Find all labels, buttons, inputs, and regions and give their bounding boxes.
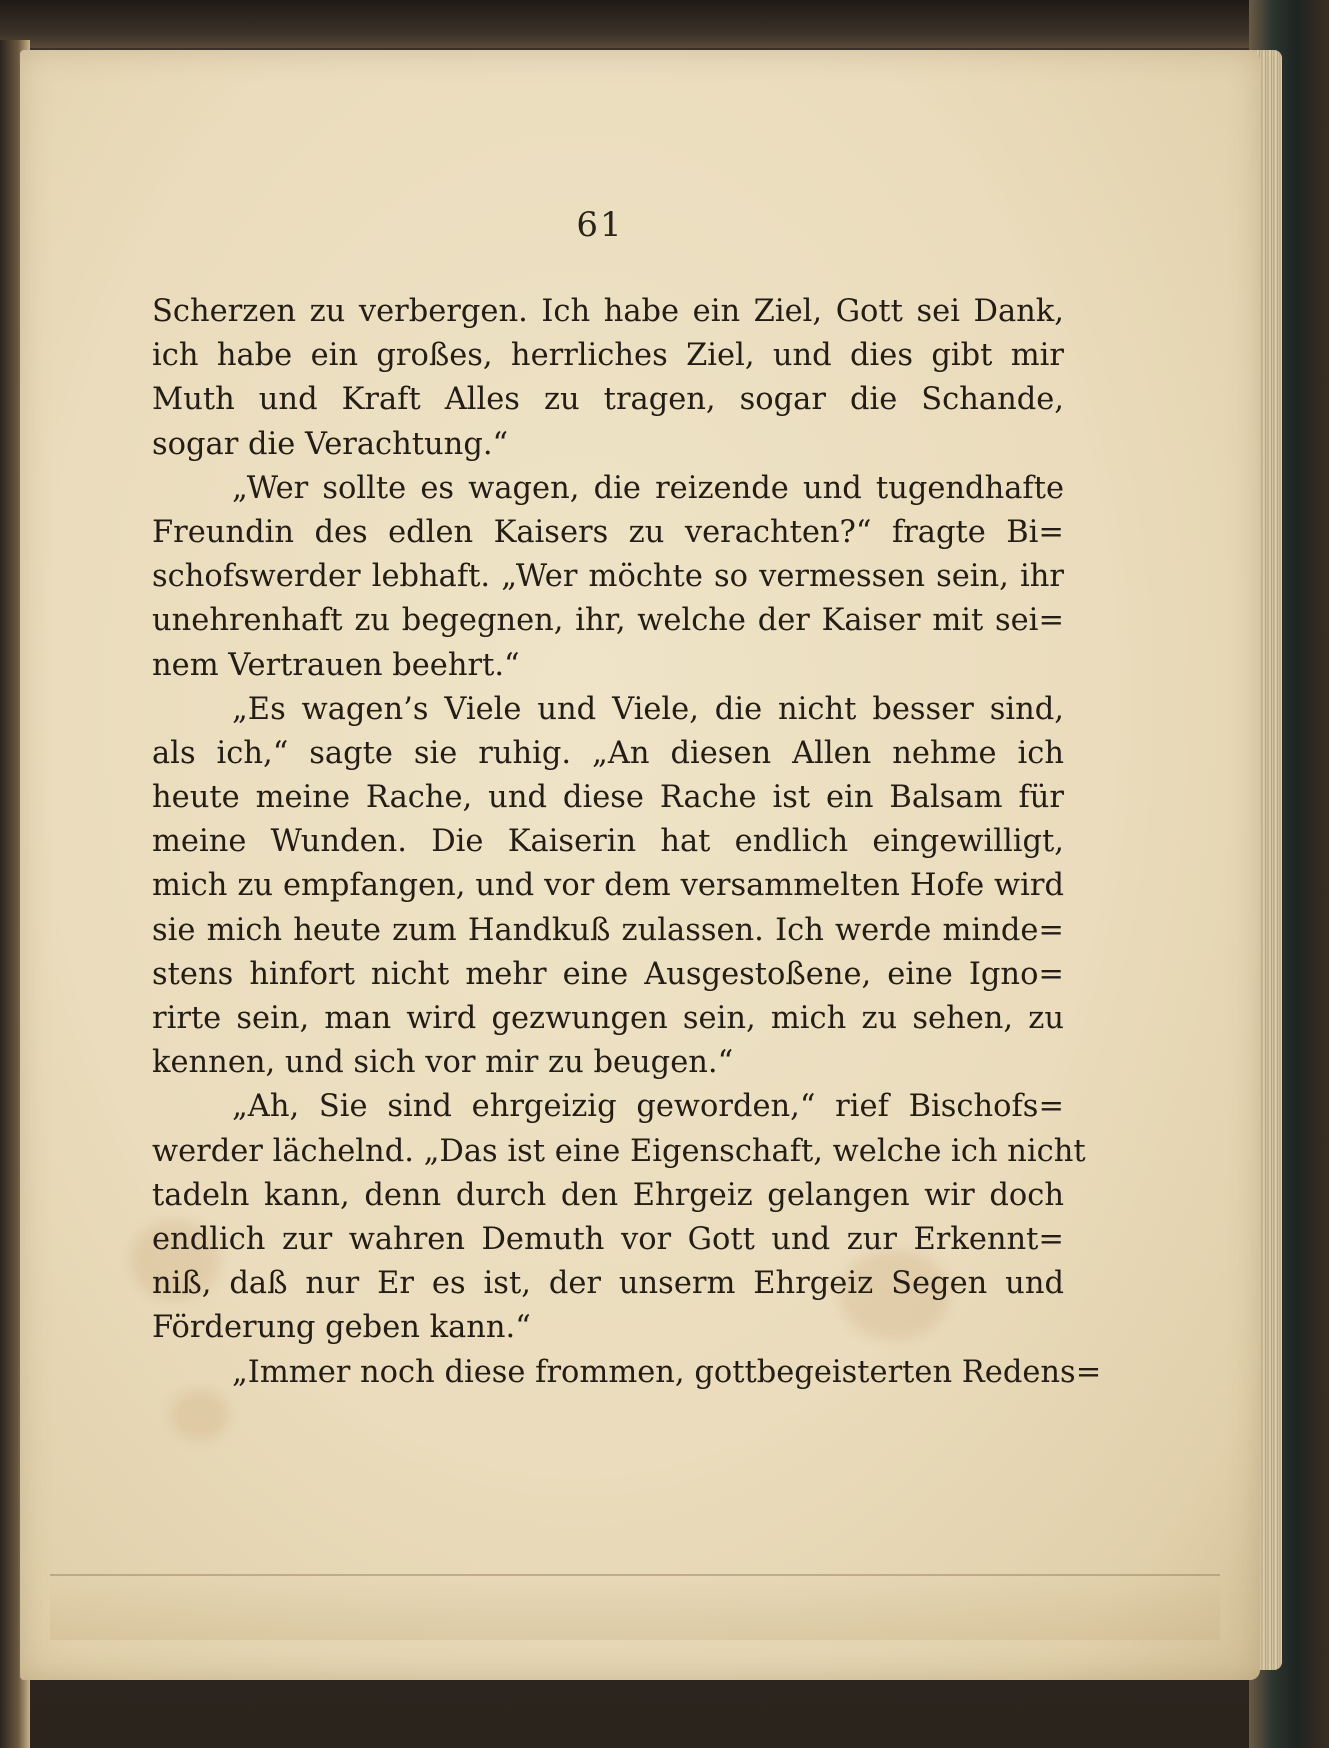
paper-stain	[170, 1390, 230, 1440]
text-line: Scherzen zu verbergen. Ich habe ein Ziel, Gott sei Dank,	[152, 294, 1064, 329]
text-line: „Wer sollte es wagen, die reizende und tugendhafte	[232, 470, 1064, 506]
text-line: tadeln kann, denn durch den Ehrgeiz gelangen wir doch	[152, 1177, 1064, 1213]
text-line: endlich zur wahren Demuth vor Gott und zur Erkennt=	[152, 1221, 1064, 1257]
book-page	[20, 50, 1260, 1680]
text-line: Muth und Kraft Alles zu tragen, sogar die Schande,	[152, 382, 1064, 418]
text-line: „Ah, Sie sind ehrgeizig geworden,“ rief Bischofs=	[232, 1089, 1064, 1125]
text-line: sie mich heute zum Handkuß zulassen. Ich werde minde=	[152, 912, 1064, 948]
text-line: kennen, und sich vor mir zu beugen.“	[152, 1045, 734, 1081]
text-line: Freundin des edlen Kaisers zu verachten?“ fragte Bi=	[152, 514, 1064, 550]
body-text	[152, 290, 1102, 1395]
text-line: Förderung geben kann.“	[152, 1310, 531, 1346]
text-line: schofswerder lebhaft. „Wer möchte so vermessen sein, ihr	[152, 559, 1064, 595]
text-line: nem Vertrauen beehrt.“	[152, 647, 520, 683]
text-line: meine Wunden. Die Kaiserin hat endlich eingewilligt,	[152, 824, 1064, 860]
text-line: „Es wagen’s Viele und Viele, die nicht besser sind,	[232, 691, 1064, 727]
text-line: unehrenhaft zu begegnen, ihr, welche der Kaiser mit sei=	[152, 603, 1064, 639]
text-line: ich habe ein großes, herrliches Ziel, und dies gibt mir	[152, 338, 1064, 374]
page-number: 61	[576, 205, 624, 245]
text-line: mich zu empfangen, und vor dem versammelten Hofe wird	[152, 868, 1064, 904]
text-line: „Immer noch diese frommen, gottbegeisterten Redens=	[232, 1354, 1102, 1390]
text-line: stens hinfort nicht mehr eine Ausgestoßene, eine Igno=	[152, 956, 1064, 992]
page-bottom-fold	[50, 1574, 1220, 1640]
text-line: heute meine Rache, und diese Rache ist ein Balsam für	[152, 780, 1064, 816]
text-line: niß, daß nur Er es ist, der unserm Ehrgeiz Segen und	[152, 1266, 1064, 1302]
text-line: werder lächelnd. „Das ist eine Eigenschaft, welche ich nicht	[152, 1133, 1086, 1169]
text-line: sogar die Verachtung.“	[152, 426, 509, 462]
text-line: rirte sein, man wird gezwungen sein, mich zu sehen, zu	[152, 1001, 1064, 1036]
text-line: als ich,“ sagte sie ruhig. „An diesen Allen nehme ich	[152, 735, 1064, 771]
book-cover-top-edge	[0, 0, 1329, 48]
